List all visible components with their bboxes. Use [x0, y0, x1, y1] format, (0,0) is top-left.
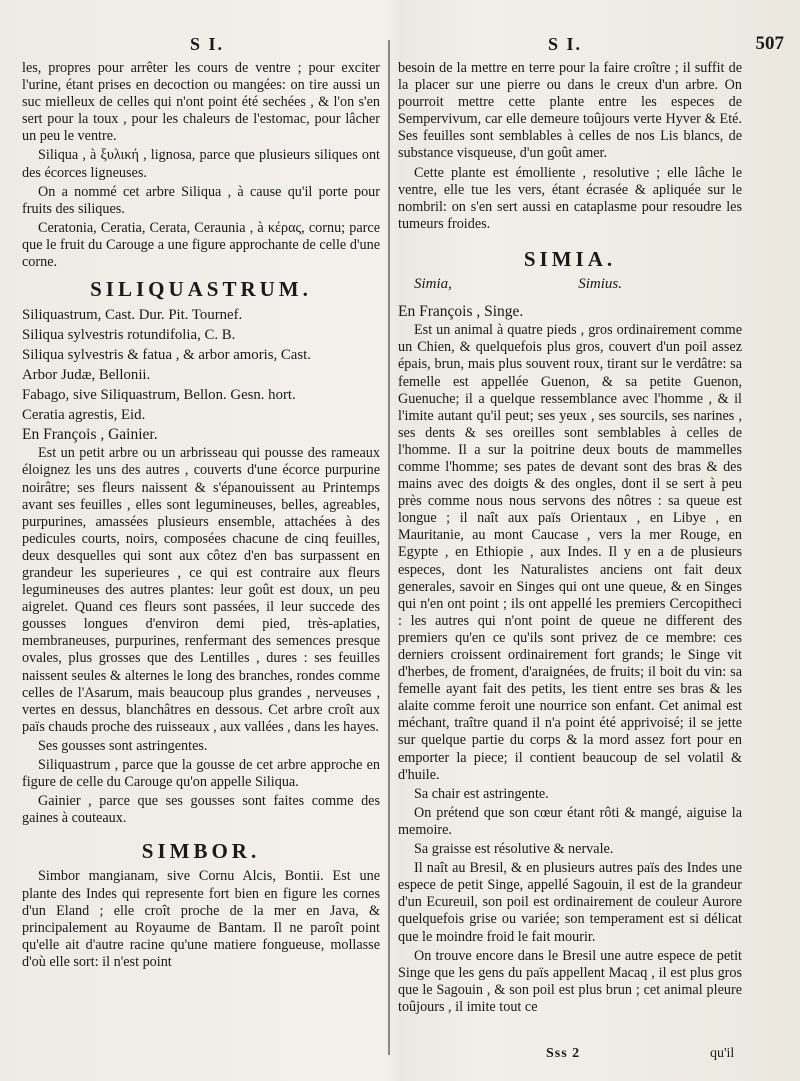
paragraph: Ceratonia, Ceratia, Cerata, Ceraunia , à κέρας, cornu; parce que le fruit du Carouge a une figure approchante de celle d'une corne.: [22, 219, 380, 271]
synonym-line: Ceratia agrestis, Eid.: [22, 407, 146, 424]
synonym-left: Simia,: [414, 276, 452, 293]
paragraph: Simbor mangianam, sive Cornu Alcis, Bontii. Est une plante des Indes qui represente fort bien en figure les cornes d'un Eland ; elle croît proche de la mer en Java, & principalement au Royaume de Bantam. Il ne paroît point qu'elle ait d'autre racine qu'une matiere fongueuse, mollasse d'où elle sort: il n'est point: [22, 868, 380, 970]
paragraph: Il naît au Bresil, & en plusieurs autres païs des Indes une espece de petit Singe, appellé Sagouin, il est de la grandeur d'un Ecureuil, son poil est ordinairement de couleur Aurore quelquefois grise ou variée; son temperament est si délicat que le moindre froid le fait mourir.: [398, 860, 742, 945]
synonym-line: Fabago, sive Siliquastrum, Bellon. Gesn. hort.: [22, 387, 296, 404]
synonym-line: Siliqua sylvestris & fatua , & arbor amoris, Cast.: [22, 347, 311, 364]
catchword: qu'il: [710, 1046, 735, 1061]
paragraph: besoin de la mettre en terre pour la faire croître ; il suffit de la placer sur une pierre ou dans le creux d'un arbre. On pourroit mettre cette plante entre les especes de Sempervivum, car elle demeure toûjours verte Hyver & Eté. Ses feuilles sont semblables à celles de nos Lis blancs, de substance visqueuse, d'un goût amer.: [398, 60, 742, 162]
column-divider: [388, 40, 390, 1055]
signature-mark: Sss 2: [546, 1046, 581, 1061]
left-column: [22, 60, 380, 973]
paragraph: Ses gousses sont astringentes.: [38, 737, 208, 754]
synonym-line: Siliquastrum, Cast. Dur. Pit. Tournef.: [22, 307, 243, 324]
running-head-right: S I.: [548, 34, 583, 54]
paragraph: Siliqua , à ξυλική , lignosa, parce que plusieurs siliques ont des écorces ligneuses.: [22, 147, 380, 181]
french-name: En François , Singe.: [398, 303, 524, 321]
synonym-right: Simius.: [578, 276, 622, 293]
paragraph: Cette plante est émolliente , resolutive ; elle lâche le ventre, elle tue les vers, étant écrasée & apliquée sur le nombril: on s'en sert aussi en cataplasme pour resoudre les tumeurs froides.: [398, 164, 742, 232]
paragraph: On a nommé cet arbre Siliqua , à cause qu'il porte pour fruits des siliques.: [22, 183, 380, 217]
paragraph: Sa chair est astringente.: [414, 785, 549, 802]
right-column: [398, 60, 742, 1018]
page-number: 507: [755, 33, 784, 54]
paragraph: Est un animal à quatre pieds , gros ordinairement comme un Chien, & quelquefois plus gros, couvert d'un poil assez épais, brun, mais plus souvent roux, tirant sur le verdâtre: sa femelle est appellée Guenon, & sa petite Guenon, Guenuche; il a quelque ressemblance avec l'homme , & il l'imite autant qu'il peut; ses yeux , ses sourcils, ses narines , ses dents & ses oreilles sont semblables à celles de l'homme. Il a sur la poitrine deux bouts de mammelles comme l'homme; ses pates de devant sont des bras & des mains avec des doigts & des ongles, dont il se sert à peu près comme nous nous servons des nôtres : sa queue est longue ; il naît aux païs Orientaux , en Libye , en Mauritanie, au mont Caucase , vers la mer Rouge, en Egypte , en Ethiopie , aux Indes. Il y en a de plusieurs especes, dont les Naturalistes anciens ont fait deux generales, savoir en Singes qui ont une queue, & en Singes qui n'en ont point ; ils ont appellé les premiers Cercopitheci : les autres qui n'ont point de queue ne different des premiers qu'en ce qu'ils sont privez de ce membre: ces derniers croissent ordinairement fort grands; le Singe vit d'herbes, de froment, d'araignées, de fruits; il boit du vin: sa femelle ayant fait des petits, les tient entre ses bras & les alaite comme feroit une nourrice son enfant. Cet animal est méchant, traître quand il n'a point été apprivoisé; il se jette sur quelque partie du corps & la mord assez fort pour en emporter la piece; il contient beaucoup de sel volatil & d'huile.: [398, 322, 742, 783]
synonym-line: Arbor Judæ, Bellonii.: [22, 367, 151, 384]
entry-heading-siliquastrum: SILIQUASTRUM.: [90, 277, 312, 302]
paragraph: Sa graisse est résolutive & nervale.: [414, 841, 614, 858]
paragraph: Gainier , parce que ses gousses sont faites comme des gaines à couteaux.: [22, 793, 380, 827]
paragraph: les, propres pour arrêter les cours de ventre ; pour exciter l'urine, étant prises en decoction ou mangées: on tire aussi un suc mielleux de celles qui n'ont point été sechées , & l'on s'en sert pour la toux , pour les chaleurs de l'estomac, pour lâcher un peu le ventre.: [22, 60, 380, 145]
running-head-left: S I.: [190, 34, 225, 54]
synonym-row: [414, 276, 732, 293]
paragraph: Est un petit arbre ou un arbrisseau qui pousse des rameaux éloignez les uns des autres , couverts d'une écorce purpurine noirâtre; ses fleurs naissent & s'épanouissent au Printemps avant ses feuilles , elles sont legumineuses, belles, agreables, purpurines, amassées plusieurs ensemble, attachées à des pedicules courts, noirs, composées chacune de cinq feuilles, deux desquelles qui sont aux côtez d'en bas surpassent en grandeur les superieures , ce qui est contraire aux fleurs legumineuses des autres plantes: leur goût est doux, un peu aigrelet. Quand ces fleurs sont passées, il leur succede des gousses longues d'environ demi pied, très-aplaties, membraneuses, purpurines, renfermant des semences presque ovales, plus grosses que des Lentilles , dures : ses feuilles naissent seules & alternes le long des branches, rondes comme celles de l'Asarum, mais beaucoup plus grandes , nerveuses , vertes en dessus, blanchâtres en dessous. Cet arbre croît aux païs chauds proche des ruisseaux , aux vallées , dans les hayes.: [22, 445, 380, 735]
paragraph: Siliquastrum , parce que la gousse de cet arbre approche en figure de celle du Carouge qu'on appelle Siliqua.: [22, 757, 380, 791]
paragraph: On prétend que son cœur étant rôti & mangé, aiguise la memoire.: [398, 804, 742, 838]
entry-heading-simia: SIMIA.: [523, 246, 617, 271]
french-name: En François , Gainier.: [22, 426, 158, 444]
synonym-line: Siliqua sylvestris rotundifolia, C. B.: [22, 327, 236, 344]
entry-heading-simbor: SIMBOR.: [141, 839, 261, 864]
paragraph: On trouve encore dans le Bresil une autre espece de petit Singe que les gens du païs appellent Macaq , il est plus gros que le Sagouin , & son poil est plus brun ; cet animal pleure toûjours , il imite tout ce: [398, 947, 742, 1015]
